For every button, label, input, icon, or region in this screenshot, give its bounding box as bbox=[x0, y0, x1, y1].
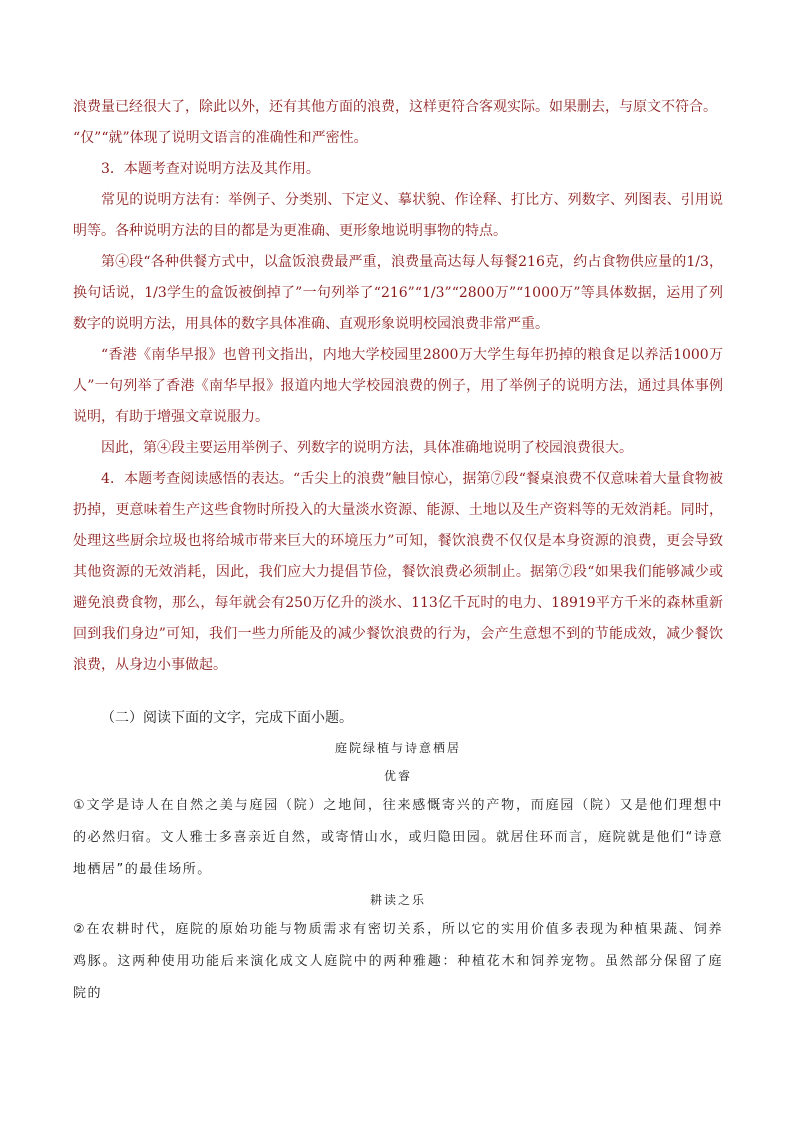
reading-passage bbox=[73, 734, 723, 1010]
continuation-line-2: “仅”“就”体现了说明文语言的准确性和严密性。 bbox=[73, 130, 368, 146]
passage-paragraph-1: ①文学是诗人在自然之美与庭园（院）之地间，往来感慨寄兴的产物，而庭园（院）又是他们理想中的必然归宿。文人雅士多喜亲近自然，或寄情山水，或归隐田园。就居住环而言，庭院就是他们“诗意地栖居”的最佳场所。 bbox=[73, 798, 723, 877]
document-page bbox=[73, 92, 723, 1010]
q3-heading: 3．本题考查对说明方法及其作用。 bbox=[101, 161, 320, 177]
q3-paragraph-2: 第④段“各种供餐方式中，以盒饭浪费最严重，浪费量高达每人每餐216克，约占食物供应量的1/3，换句话说，1/3学生的盒饭被倒掉了”一句列举了“216”“1/3”“2800万”“1000万”等具体数据，运用了列数字的说明方法，用具体的数字具体准确、直观形象说明校园浪费非常严重。 bbox=[73, 254, 723, 332]
passage-subtitle: 耕读之乐 bbox=[369, 893, 426, 907]
spacer bbox=[73, 681, 723, 703]
passage-paragraph-2: ②在农耕时代，庭院的原始功能与物质需求有密切关系，所以它的实用价值多表现为种植果蔬、饲养鸡豚。这两种使用功能后来演化成文人庭院中的两种雅趣：种植花木和饲养宠物。虽然部分保留了庭院的 bbox=[73, 922, 723, 1001]
passage-author: 优睿 bbox=[383, 769, 412, 783]
q3-paragraph-3: “香港《南华早报》也曾刊文指出，内地大学校园里2800万大学生每年扔掉的粮食足以养活1000万人”一句列举了香港《南华早报》报道内地大学校园浪费的例子，用了举例子的说明方法，通过具体事例说明，有助于增强文章说服力。 bbox=[73, 347, 723, 425]
q3-paragraph-4: 因此，第④段主要运用举例子、列数字的说明方法，具体准确地说明了校园浪费很大。 bbox=[101, 440, 633, 456]
analysis-continuation bbox=[73, 92, 723, 154]
passage-title: 庭院绿植与诗意栖居 bbox=[334, 741, 461, 755]
q3-paragraph-1: 常见的说明方法有：举例子、分类别、下定义、摹状貌、作诠释、打比方、列数字、列图表、引用说明等。各种说明方法的目的都是为更准确、更形象地说明事物的特点。 bbox=[73, 192, 723, 239]
continuation-line-1: 浪费量已经很大了，除此以外，还有其他方面的浪费，这样更符合客观实际。如果删去，与原文不符合。 bbox=[73, 99, 717, 115]
section-heading: （二）阅读下面的文字，完成下面小题。 bbox=[101, 710, 353, 726]
q4-paragraph: 4．本题考查阅读感悟的表达。“舌尖上的浪费”触目惊心，据第⑦段“餐桌浪费不仅意味着大量食物被扔掉，更意味着生产这些食物时所投入的大量淡水资源、能源、土地以及生产资料等的无效消耗。同时，处理这些厨余垃圾也将给城市带来巨大的环境压力”可知，餐饮浪费不仅仅是本身资源的浪费，更会导致其他资源的无效消耗，因此，我们应大力提倡节俭，餐饮浪费必须制止。据第⑦段“如果我们能够减少或避免浪费食物，那么，每年就会有250万亿升的淡水、113亿千瓦时的电力、18919平方千米的森林重新回到我们身边”可知，我们一些力所能及的减少餐饮浪费的行为，会产生意想不到的节能成效，减少餐饮浪费，从身边小事做起。 bbox=[73, 471, 723, 673]
